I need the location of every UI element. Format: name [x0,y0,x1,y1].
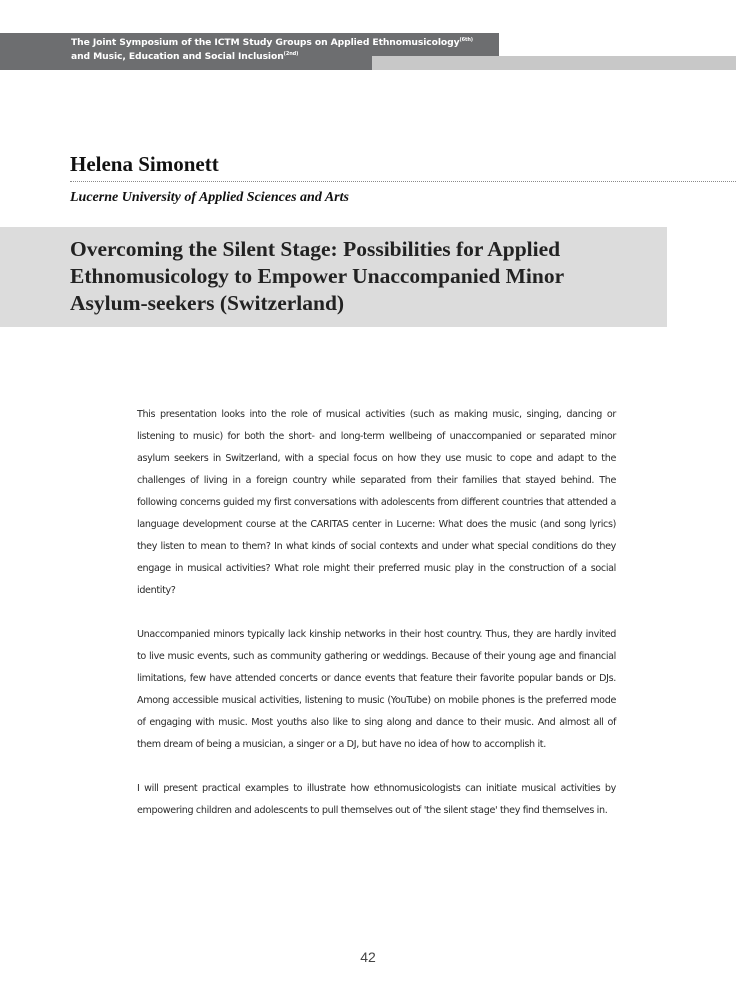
running-header-line-2: and Music, Education and Social Inclusion$^{(2nd)}$ [71,51,299,62]
abstract [137,404,616,844]
running-header-line-1: The Joint Symposium of the ICTM Study Groups on Applied Ethnomusicology$^{(6th)}$ [71,37,473,48]
abstract-paragraph: I will present practical examples to illustrate how ethnomusicologists can initiate musical activities by empowering children and adolescents to pull themselves out of 'the silent stage' they find themselves in. [137,783,616,816]
author-divider [70,181,736,182]
abstract-paragraph: This presentation looks into the role of musical activities (such as making music, singing, dancing or listening to music) for both the short- and long-term wellbeing of unaccompanied or separated minor asylum seekers in Switzerland, with a special focus on how they use music to cope and adapt to the challenges of living in a foreign country while separated from their families that stayed behind. The following concerns guided my first conversations with adolescents from different countries that attended a language development course at the CARITAS center in Lucerne: What does the music (and song lyrics) they listen to mean to them? In what kinds of social contexts and under what special conditions do they engage in musical activities? What role might their preferred music play in the construction of a social identity? [137,409,616,596]
page-number: 42 [360,949,376,965]
running-header [71,36,501,64]
paper-title: Overcoming the Silent Stage: Possibilities for Applied Ethnomusicology to Empower Unaccompanied Minor Asylum-seekers (Switzerland) [70,237,564,315]
author-name: Helena Simonett [70,152,219,176]
author-affiliation: Lucerne University of Applied Sciences and Arts [70,190,349,205]
abstract-paragraph: Unaccompanied minors typically lack kinship networks in their host country. Thus, they are hardly invited to live music events, such as community gathering or weddings. Because of their young age and financial limitations, few have attended concerts or dance events that feature their favorite popular bands or DJs. Among accessible musical activities, listening to music (YouTube) on mobile phones is the preferred mode of engaging with music. Most youths also like to sing along and dance to their music. And almost all of them dream of being a musician, a singer or a DJ, but have no idea of how to accomplish it. [137,629,616,750]
